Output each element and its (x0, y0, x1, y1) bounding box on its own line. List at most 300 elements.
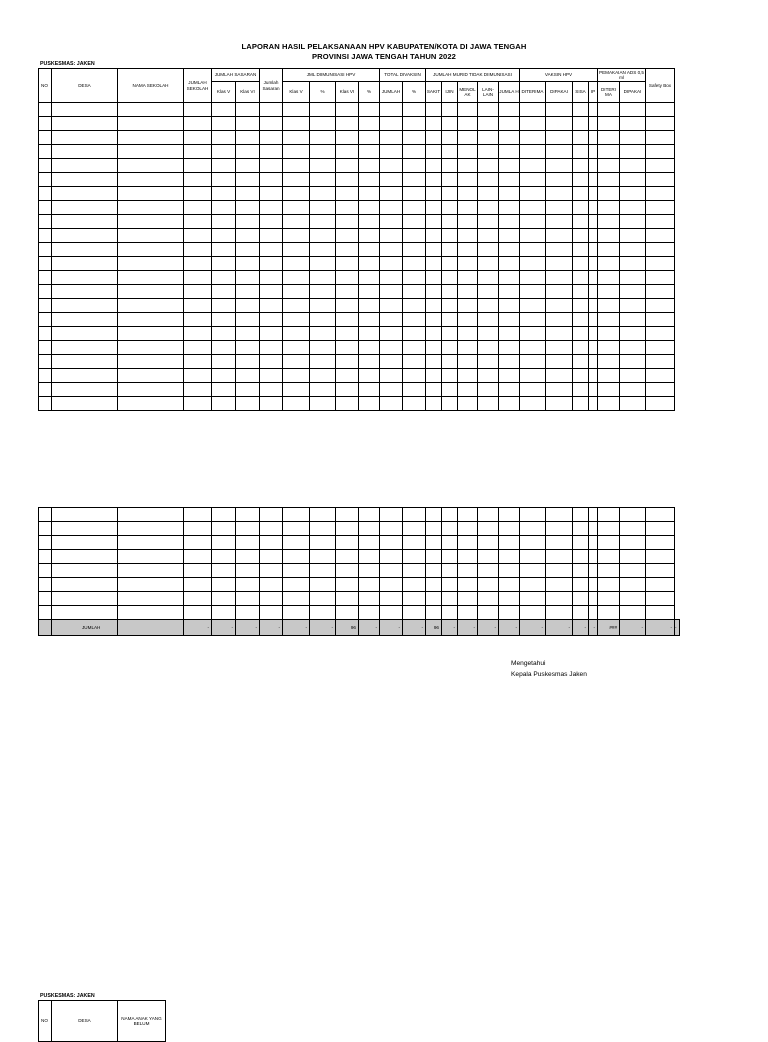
report-title: LAPORAN HASIL PELAKSANAAN HPV KABUPATEN/KOTA DI JAWA TENGAH (241, 42, 527, 51)
table-cell (118, 285, 184, 299)
table-row (39, 285, 675, 299)
table-cell (442, 201, 458, 215)
table-cell (646, 215, 675, 229)
table-cell (283, 508, 310, 522)
table-cell (520, 131, 546, 145)
table-cell (260, 243, 283, 257)
table-cell (380, 299, 403, 313)
table-cell (310, 313, 336, 327)
table-cell (620, 564, 646, 578)
table-cell (212, 327, 236, 341)
table-cell (310, 327, 336, 341)
table-cell (184, 522, 212, 536)
table-cell (598, 103, 620, 117)
header-desa: DESA (52, 69, 118, 103)
table-cell (520, 341, 546, 355)
table-cell (403, 578, 426, 592)
table-row (39, 341, 675, 355)
table-cell (336, 299, 359, 313)
subheader-ads-dipakai: DIPAKAI (620, 82, 646, 103)
table-cell (426, 508, 442, 522)
table-cell (236, 508, 260, 522)
table-cell (236, 271, 260, 285)
total-no-cell (39, 620, 52, 636)
table-cell (573, 313, 589, 327)
table-cell (478, 606, 499, 620)
table-cell (598, 327, 620, 341)
table-cell (283, 243, 310, 257)
table-cell (359, 229, 380, 243)
table-cell (458, 187, 478, 201)
table-cell (212, 103, 236, 117)
table-cell (118, 536, 184, 550)
table-cell (359, 383, 380, 397)
table-cell (646, 522, 675, 536)
second-header-nama-anak: NAMA ANAK YANG BELUM (118, 1001, 166, 1042)
table-cell (39, 145, 52, 159)
puskesmas-label: PUSKESMAS: JAKEN (40, 61, 95, 67)
table-cell (478, 299, 499, 313)
table-cell (236, 257, 260, 271)
table-cell (260, 341, 283, 355)
table-cell (260, 369, 283, 383)
table-cell (52, 215, 118, 229)
table-cell (598, 550, 620, 564)
table-cell (546, 299, 573, 313)
table-cell (310, 257, 336, 271)
table-cell (359, 592, 380, 606)
table-cell (310, 229, 336, 243)
table-cell (184, 383, 212, 397)
table-cell (478, 369, 499, 383)
table-cell (260, 578, 283, 592)
table-cell (573, 285, 589, 299)
total-value-cell: - (359, 620, 380, 636)
table-cell (458, 243, 478, 257)
main-report-table (38, 68, 675, 411)
table-cell (310, 383, 336, 397)
total-value-cell: - (520, 620, 546, 636)
table-cell (283, 229, 310, 243)
table-cell (236, 299, 260, 313)
table-cell (39, 369, 52, 383)
table-cell (260, 131, 283, 145)
table-cell (310, 285, 336, 299)
table-cell (310, 215, 336, 229)
table-cell (646, 578, 675, 592)
table-cell (359, 201, 380, 215)
table-row (39, 355, 675, 369)
table-cell (52, 145, 118, 159)
table-cell (184, 257, 212, 271)
table-cell (589, 397, 598, 411)
table-cell (598, 592, 620, 606)
table-cell (589, 201, 598, 215)
table-cell (310, 187, 336, 201)
table-cell (458, 103, 478, 117)
table-cell (359, 271, 380, 285)
table-cell (442, 508, 458, 522)
table-cell (212, 564, 236, 578)
table-cell (260, 173, 283, 187)
table-cell (478, 578, 499, 592)
table-cell (336, 508, 359, 522)
table-cell (620, 341, 646, 355)
header-jumlah-murid-tidak: JUMLAH MURID TIDAK DIIMUNISASI (426, 69, 520, 82)
signature-block (511, 658, 587, 680)
table-cell (458, 285, 478, 299)
table-cell (52, 355, 118, 369)
table-cell (620, 327, 646, 341)
table-cell (283, 606, 310, 620)
table-cell (458, 145, 478, 159)
table-cell (283, 257, 310, 271)
table-cell (39, 508, 52, 522)
table-cell (499, 341, 520, 355)
table-cell (380, 215, 403, 229)
table-row (39, 201, 675, 215)
total-value-cell: ### (598, 620, 620, 636)
table-cell (336, 257, 359, 271)
table-cell (310, 341, 336, 355)
table-cell (499, 564, 520, 578)
table-cell (39, 103, 52, 117)
table-cell (359, 159, 380, 173)
table-cell (310, 299, 336, 313)
table-cell (380, 564, 403, 578)
table-cell (589, 369, 598, 383)
table-cell (458, 536, 478, 550)
table-cell (403, 243, 426, 257)
total-value-cell: - (184, 620, 212, 636)
table-cell (310, 606, 336, 620)
table-cell (499, 578, 520, 592)
table-cell (283, 564, 310, 578)
table-cell (184, 369, 212, 383)
table-cell (403, 550, 426, 564)
table-cell (310, 550, 336, 564)
table-cell (620, 117, 646, 131)
table-cell (52, 606, 118, 620)
table-cell (212, 285, 236, 299)
table-cell (499, 131, 520, 145)
table-cell (52, 229, 118, 243)
table-cell (336, 159, 359, 173)
header-jumlah-sekolah: JUMLAH SEKOLAH (184, 69, 212, 103)
table-cell (403, 508, 426, 522)
table-cell (336, 243, 359, 257)
table-cell (573, 397, 589, 411)
table-cell (236, 103, 260, 117)
table-cell (620, 215, 646, 229)
table-cell (499, 271, 520, 285)
second-puskesmas-label: PUSKESMAS: JAKEN (40, 993, 95, 999)
table-cell (184, 103, 212, 117)
table-cell (620, 187, 646, 201)
table-cell (589, 215, 598, 229)
table-cell (458, 229, 478, 243)
total-value-cell: - (310, 620, 336, 636)
table-cell (310, 536, 336, 550)
table-cell (520, 271, 546, 285)
table-cell (236, 355, 260, 369)
table-cell (426, 103, 442, 117)
table-cell (359, 117, 380, 131)
table-cell (118, 327, 184, 341)
table-cell (426, 313, 442, 327)
table-cell (598, 578, 620, 592)
table-cell (359, 578, 380, 592)
table-cell (359, 257, 380, 271)
table-cell (573, 257, 589, 271)
table-cell (499, 201, 520, 215)
table-cell (212, 550, 236, 564)
table-row (39, 229, 675, 243)
table-cell (39, 606, 52, 620)
table-cell (499, 313, 520, 327)
table-cell (426, 229, 442, 243)
table-cell (184, 355, 212, 369)
table-cell (598, 536, 620, 550)
table-cell (260, 299, 283, 313)
table-cell (546, 355, 573, 369)
table-cell (442, 550, 458, 564)
table-cell (212, 313, 236, 327)
table-cell (310, 243, 336, 257)
table-cell (546, 592, 573, 606)
table-cell (359, 285, 380, 299)
table-cell (442, 299, 458, 313)
table-cell (426, 285, 442, 299)
table-cell (212, 243, 236, 257)
table-cell (184, 201, 212, 215)
header-jumlah-sasaran: JUMLAH SASARAN (212, 69, 260, 82)
table-cell (426, 145, 442, 159)
table-cell (589, 271, 598, 285)
subheader-imun-pct-v: % (310, 82, 336, 103)
table-cell (573, 187, 589, 201)
table-cell (442, 117, 458, 131)
table-cell (380, 536, 403, 550)
table-cell (458, 201, 478, 215)
table-cell (499, 327, 520, 341)
table-cell (458, 369, 478, 383)
table-cell (458, 383, 478, 397)
table-cell (442, 592, 458, 606)
table-cell (359, 131, 380, 145)
table-cell (52, 201, 118, 215)
table-cell (589, 355, 598, 369)
header-jml-diimunisasi: JML DIIMUNISASI HPV (283, 69, 380, 82)
table-cell (458, 257, 478, 271)
header-no: NO (39, 69, 52, 103)
table-cell (39, 201, 52, 215)
table-cell (212, 299, 236, 313)
table-cell (118, 117, 184, 131)
table-cell (52, 508, 118, 522)
table-cell (458, 327, 478, 341)
table-cell (118, 299, 184, 313)
table-cell (546, 173, 573, 187)
total-value-cell: - (260, 620, 283, 636)
table-cell (589, 606, 598, 620)
table-cell (260, 327, 283, 341)
table-cell (310, 159, 336, 173)
table-cell (310, 117, 336, 131)
table-cell (458, 564, 478, 578)
table-cell (310, 131, 336, 145)
table-cell (598, 145, 620, 159)
table-cell (520, 327, 546, 341)
table-row (39, 536, 680, 550)
table-cell (260, 271, 283, 285)
table-cell (403, 271, 426, 285)
table-cell (403, 229, 426, 243)
table-cell (646, 508, 675, 522)
table-cell (426, 578, 442, 592)
table-cell (646, 243, 675, 257)
table-cell (52, 173, 118, 187)
table-cell (212, 131, 236, 145)
table-cell (359, 397, 380, 411)
table-cell (520, 592, 546, 606)
table-cell (499, 243, 520, 257)
total-value-cell: - (403, 620, 426, 636)
table-cell (646, 103, 675, 117)
table-cell (336, 145, 359, 159)
table-cell (260, 355, 283, 369)
table-cell (573, 243, 589, 257)
table-cell (589, 522, 598, 536)
table-cell (260, 550, 283, 564)
table-row (39, 173, 675, 187)
belum-imunisasi-table (38, 1000, 166, 1042)
table-cell (646, 592, 675, 606)
table-cell (573, 229, 589, 243)
table-cell (236, 327, 260, 341)
table-cell (442, 131, 458, 145)
table-cell (546, 117, 573, 131)
table-cell (283, 550, 310, 564)
table-cell (573, 173, 589, 187)
table-cell (283, 536, 310, 550)
table-cell (546, 159, 573, 173)
table-cell (499, 536, 520, 550)
table-cell (403, 383, 426, 397)
table-cell (52, 578, 118, 592)
table-cell (39, 187, 52, 201)
table-cell (520, 285, 546, 299)
table-cell (52, 397, 118, 411)
table-cell (426, 327, 442, 341)
table-cell (426, 355, 442, 369)
table-cell (118, 355, 184, 369)
table-cell (184, 550, 212, 564)
table-row (39, 159, 675, 173)
table-cell (39, 131, 52, 145)
header-vaksin-hpv: VAKSIN HPV (520, 69, 598, 82)
subheader-ijin: IJIN (442, 82, 458, 103)
table-cell (478, 229, 499, 243)
table-cell (646, 313, 675, 327)
table-cell (236, 145, 260, 159)
table-cell (380, 522, 403, 536)
table-cell (520, 397, 546, 411)
table-cell (118, 103, 184, 117)
table-cell (39, 341, 52, 355)
table-cell (283, 215, 310, 229)
table-cell (52, 564, 118, 578)
table-cell (442, 313, 458, 327)
table-cell (573, 592, 589, 606)
table-cell (260, 508, 283, 522)
table-cell (546, 536, 573, 550)
table-cell (426, 397, 442, 411)
table-cell (573, 578, 589, 592)
table-cell (359, 173, 380, 187)
table-cell (499, 522, 520, 536)
table-cell (458, 606, 478, 620)
table-cell (184, 564, 212, 578)
table-cell (310, 578, 336, 592)
table-cell (283, 522, 310, 536)
table-cell (380, 397, 403, 411)
table-cell (620, 299, 646, 313)
table-cell (573, 117, 589, 131)
table-cell (283, 145, 310, 159)
table-cell (520, 522, 546, 536)
table-cell (458, 299, 478, 313)
table-cell (620, 522, 646, 536)
table-cell (336, 313, 359, 327)
table-cell (520, 103, 546, 117)
table-cell (310, 145, 336, 159)
table-cell (442, 564, 458, 578)
table-cell (403, 397, 426, 411)
table-cell (403, 117, 426, 131)
table-cell (336, 592, 359, 606)
table-cell (52, 131, 118, 145)
table-cell (336, 397, 359, 411)
table-cell (39, 313, 52, 327)
table-cell (236, 187, 260, 201)
table-cell (573, 271, 589, 285)
table-cell (589, 159, 598, 173)
table-cell (478, 550, 499, 564)
table-cell (598, 313, 620, 327)
table-cell (478, 145, 499, 159)
table-cell (212, 355, 236, 369)
table-cell (212, 271, 236, 285)
subheader-kelas-v: Klas V (212, 82, 236, 103)
table-cell (589, 229, 598, 243)
table-cell (499, 550, 520, 564)
table-cell (458, 592, 478, 606)
table-cell (212, 592, 236, 606)
table-cell (598, 383, 620, 397)
total-value-cell: - (283, 620, 310, 636)
table-cell (336, 173, 359, 187)
table-cell (620, 173, 646, 187)
table-cell (546, 187, 573, 201)
table-cell (39, 173, 52, 187)
table-cell (646, 341, 675, 355)
table-cell (52, 341, 118, 355)
table-cell (442, 341, 458, 355)
table-cell (236, 201, 260, 215)
table-cell (118, 271, 184, 285)
table-cell (620, 355, 646, 369)
